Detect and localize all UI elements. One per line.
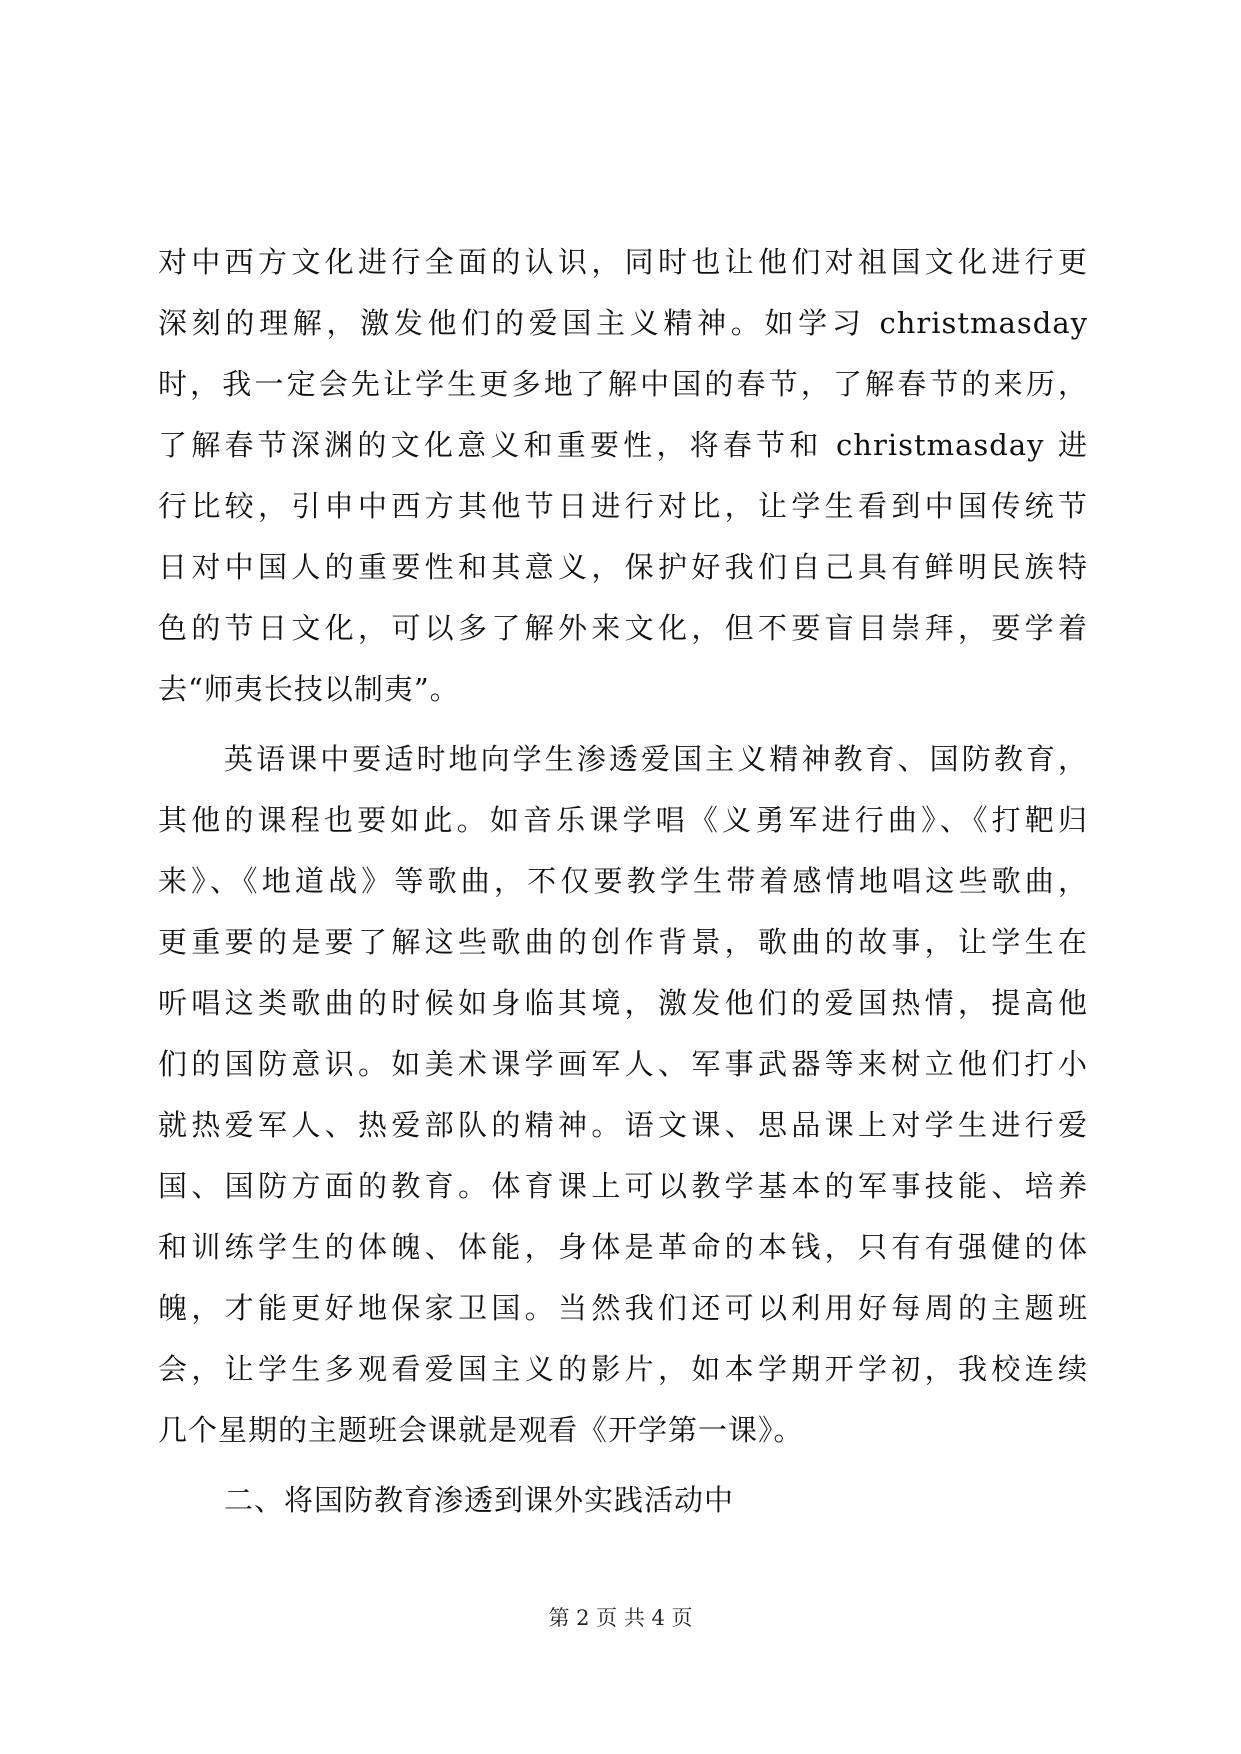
text-line: 深刻的理解，激发他们的爱国主义精神。如学习 christmasday	[158, 306, 1088, 340]
document-body	[158, 232, 1088, 1531]
text-line: 们的国防意识。如美术课学画军人、军事武器等来树立他们打小	[158, 1047, 1088, 1081]
text-line: 日对中国人的重要性和其意义，保护好我们自己具有鲜明民族特	[158, 550, 1088, 584]
text-line: 听唱这类歌曲的时候如身临其境，激发他们的爱国热情，提高他	[158, 986, 1088, 1020]
paragraph-gap	[158, 720, 1088, 729]
paragraph	[158, 729, 1088, 1461]
text-line: 就热爱军人、热爱部队的精神。语文课、思品课上对学生进行爱	[158, 1108, 1088, 1142]
text-line: 对中西方文化进行全面的认识，同时也让他们对祖国文化进行更	[158, 245, 1088, 279]
paragraph-gap	[158, 1461, 1088, 1470]
text-line: 去“师夷长技以制夷”。	[158, 672, 460, 706]
text-line: 其他的课程也要如此。如音乐课学唱《义勇军进行曲》、《打靶归	[158, 803, 1088, 837]
page-footer: 第 2 页 共 4 页	[548, 1606, 693, 1630]
text-line: 几个星期的主题班会课就是观看《开学第一课》。	[158, 1413, 804, 1447]
text-line: 魄，才能更好地保家卫国。当然我们还可以利用好每周的主题班	[158, 1291, 1088, 1325]
section-heading: 二、将国防教育渗透到课外实践活动中	[224, 1483, 735, 1517]
text-line: 国、国防方面的教育。体育课上可以教学基本的军事技能、培养	[158, 1169, 1088, 1203]
text-line: 更重要的是要了解这些歌曲的创作背景，歌曲的故事，让学生在	[158, 925, 1088, 959]
text-line: 来》、《地道战》等歌曲，不仅要教学生带着感情地唱这些歌曲，	[158, 864, 1088, 898]
text-line: 色的节日文化，可以多了解外来文化，但不要盲目崇拜，要学着	[158, 611, 1088, 645]
text-line: 会，让学生多观看爱国主义的影片，如本学期开学初，我校连续	[158, 1352, 1088, 1386]
text-line: 时，我一定会先让学生更多地了解中国的春节，了解春节的来历，	[158, 367, 1088, 401]
text-line: 和训练学生的体魄、体能，身体是革命的本钱，只有有强健的体	[158, 1230, 1088, 1264]
text-line: 行比较，引申中西方其他节日进行对比，让学生看到中国传统节	[158, 489, 1088, 523]
text-line: 英语课中要适时地向学生渗透爱国主义精神教育、国防教育，	[224, 742, 1088, 776]
text-line: 了解春节深渊的文化意义和重要性，将春节和 christmasday 进	[158, 428, 1088, 462]
paragraph	[158, 232, 1088, 720]
